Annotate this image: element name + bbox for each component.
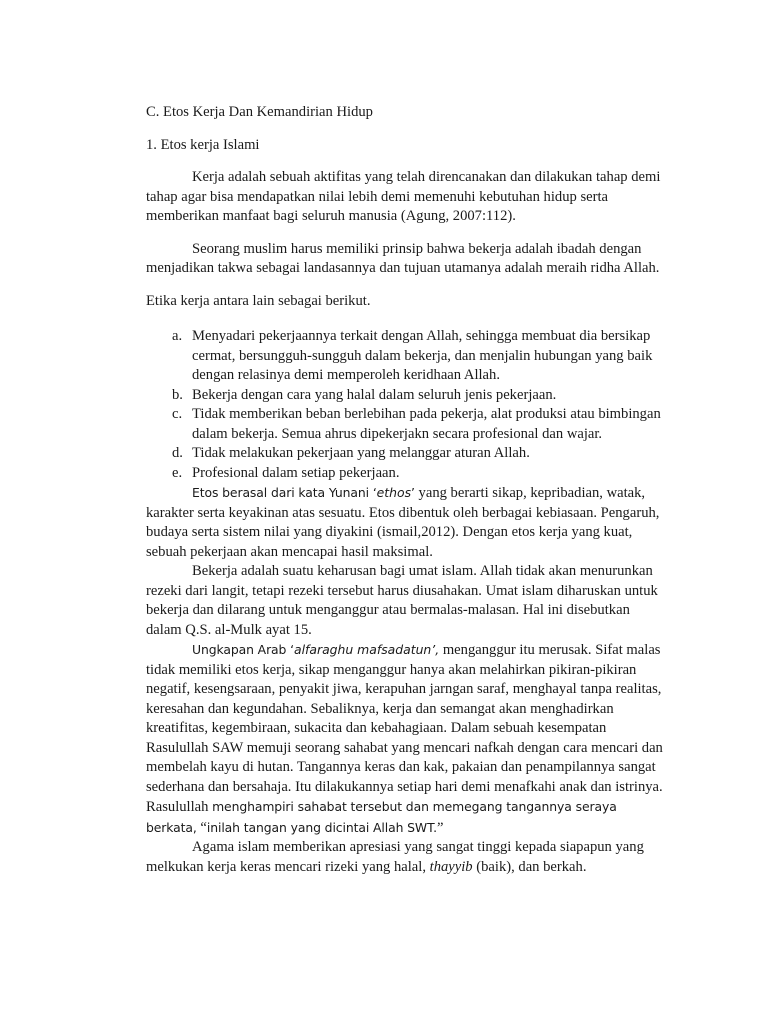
list-item: [146, 386, 666, 406]
paragraph-muslim-principle: Seorang muslim harus memiliki prinsip bahwa bekerja adalah ibadah dengan menjadikan takwa sebagai landasannya dan tujuan utamanya adalah meraih ridha Allah.: [146, 240, 660, 276]
paragraph-etos: [146, 483, 666, 562]
quote-open: “: [196, 819, 207, 836]
list-item: [146, 444, 666, 464]
section-title: C. Etos Kerja Dan Kemandirian Hidup: [146, 104, 373, 120]
etika-list: [146, 327, 666, 483]
list-item: [146, 405, 666, 444]
ungkapan-lead: Ungkapan Arab ‘: [192, 642, 294, 657]
list-marker: a.: [172, 328, 183, 344]
body-text: [146, 483, 666, 877]
etos-term: ethos: [376, 485, 412, 500]
list-item-text: Profesional dalam setiap pekerjaan.: [192, 464, 400, 481]
agama-lead: Agama islam memberikan apresiasi yang sangat tinggi kepada siapapun yang melkukan kerja keras mencari rizeki yang halal,: [146, 839, 644, 875]
agama-term: thayyib: [429, 858, 473, 875]
list-item-text: Bekerja dengan cara yang halal dalam seluruh jenis pekerjaan.: [192, 386, 557, 403]
agama-rest: (baik), dan berkah.: [472, 858, 587, 875]
etos-rest: yang berarti sikap, kepribadian, watak, karakter serta keyakinan atas sesuatu. Etos dibentuk oleh berbagai kebiasaan. Pengaruh, budaya serta sistem nilai yang diyakini (ismail,2012). Dengan etos kerja yang kuat, sebuah pekerjaan akan mencapai hasil maksimal.: [146, 485, 660, 560]
etika-intro: Etika kerja antara lain sebagai berikut.: [146, 292, 371, 309]
paragraph-kerja-definition: Kerja adalah sebuah aktifitas yang telah direncanakan dan dilakukan tahap demi tahap agar bisa mendapatkan nilai lebih demi memenuhi kebutuhan hidup serta memberikan manfaat bagi seluruh manusia (Agung, 2007:112).: [146, 169, 661, 224]
list-item-text: Menyadari pekerjaannya terkait dengan Allah, sehingga membuat dia bersikap cermat, bersungguh-sungguh dalam bekerja, dan menjalin hubungan yang baik dengan relasinya demi memperoleh keridhaan Allah.: [192, 328, 653, 383]
list-marker: e.: [172, 464, 183, 481]
ungkapan-term: alfaraghu mafsadatun: [294, 642, 432, 657]
quote-close: ”: [436, 819, 444, 836]
document-page: [146, 103, 666, 877]
ungkapan-sans-part: menghampiri sahabat tersebut dan memegang tangannya seraya berkata,: [146, 799, 617, 835]
paragraph-agama: [146, 838, 666, 877]
etos-lead: Etos berasal dari kata Yunani ‘: [192, 485, 377, 500]
subsection-title: 1. Etos kerja Islami: [146, 136, 260, 153]
ungkapan-close-quote: ’,: [431, 642, 440, 657]
etos-close-quote: ’: [411, 485, 415, 500]
ungkapan-rest: menganggur itu merusak. Sifat malas tidak memiliki etos kerja, sikap menganggur hanya akan melahirkan pikiran-pikiran negatif, kesengsaraan, penyakit jiwa, kerapuhan jarngan saraf, menghayal tanpa realitas, keresahan dan kegundahan. Sebaliknya, kerja dan semangat akan menghadirkan kreatifitas, kegembiraan, sukacita dan kebahagiaan. Dalam sebuah kesempatan Rasulullah SAW memuji seorang sahabat yang mencari nafkah dengan cara mencari dan membelah kayu di hutan. Tangannya keras dan kak, pakaian dan penampilannya sangat sederhana dan bersahaja. Itu dilakukannya setiap hari demi menafkahi anak dan istrinya. Rasulullah: [146, 642, 663, 815]
paragraph-ungkapan: [146, 640, 666, 838]
quote-text: inilah tangan yang dicintai Allah SWT.: [206, 819, 437, 835]
list-item: [146, 327, 666, 386]
paragraph-bekerja: Bekerja adalah suatu keharusan bagi umat islam. Allah tidak akan menurunkan rezeki dari langit, tetapi rezeki tersebut harus diusahakan. Umat islam diharuskan untuk bekerja dan dilarang untuk menganggur atau bermalas-malasan. Hal ini disebutkan dalam Q.S. al-Mulk ayat 15.: [146, 563, 658, 638]
list-item-text: Tidak memberikan beban berlebihan pada pekerja, alat produksi atau bimbingan dalam bekerja. Semua ahrus dipekerjakn secara profesional dan wajar.: [192, 406, 661, 442]
list-item-text: Tidak melakukan pekerjaan yang melanggar aturan Allah.: [192, 445, 530, 461]
list-marker: d.: [172, 445, 183, 461]
list-item: [146, 464, 666, 484]
list-marker: b.: [172, 386, 183, 403]
list-marker: c.: [172, 406, 183, 422]
